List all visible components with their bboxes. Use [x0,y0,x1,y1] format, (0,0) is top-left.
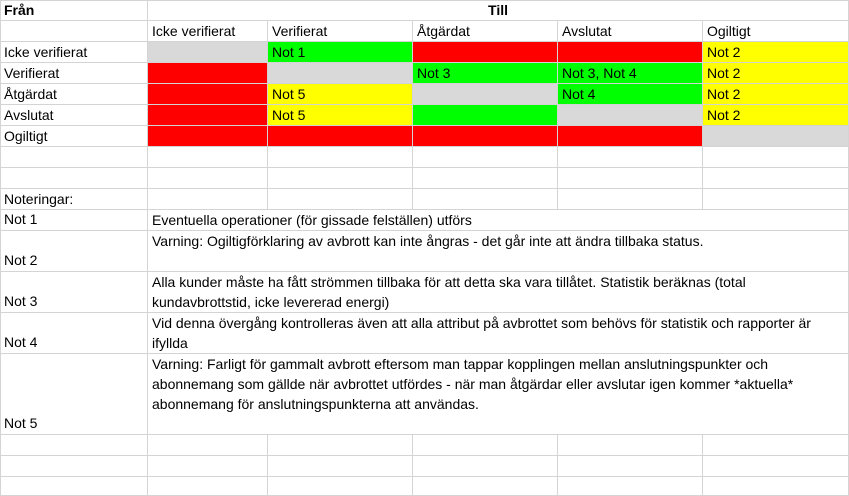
transition-cell[interactable] [558,42,703,63]
note-label[interactable]: Not 4 [0,313,148,354]
empty-cell[interactable] [413,477,558,496]
transition-cell[interactable] [148,84,268,105]
row-header[interactable]: Icke verifierat [0,42,148,63]
empty-cell[interactable] [148,147,268,168]
transition-cell[interactable] [558,105,703,126]
empty-cell[interactable] [148,456,268,477]
transition-cell[interactable] [703,126,849,147]
column-header[interactable]: Avslutat [558,21,703,42]
empty-cell[interactable] [413,435,558,456]
transition-cell[interactable] [268,63,413,84]
transition-cell[interactable]: Not 3, Not 4 [558,63,703,84]
empty-cell[interactable] [268,147,413,168]
note-label[interactable]: Not 3 [0,272,148,313]
transition-cell[interactable]: Not 3 [413,63,558,84]
empty-cell[interactable] [0,456,148,477]
empty-cell[interactable] [0,435,148,456]
empty-cell[interactable] [0,477,148,496]
grid-left-line [0,0,1,496]
column-header[interactable]: Verifierat [268,21,413,42]
transition-cell[interactable]: Not 2 [703,84,849,105]
empty-cell[interactable] [703,456,849,477]
transition-cell[interactable]: Not 5 [268,84,413,105]
transition-cell[interactable]: Not 4 [558,84,703,105]
empty-cell[interactable] [558,168,703,189]
empty-cell[interactable] [703,168,849,189]
empty-cell[interactable] [148,477,268,496]
column-header[interactable]: Icke verifierat [148,21,268,42]
empty-cell[interactable] [703,147,849,168]
empty-cell[interactable] [413,168,558,189]
note-label[interactable]: Not 1 [0,210,148,231]
empty-cell[interactable] [268,477,413,496]
row-header[interactable]: Avslutat [0,105,148,126]
empty-cell[interactable] [558,435,703,456]
header-fran[interactable]: Från [0,0,148,21]
transition-cell[interactable] [148,105,268,126]
note-text[interactable]: Varning: Farligt för gammalt avbrott eftersom man tappar kopplingen mellan anslutningspunkter och abonnemang som gällde när avbrottet utfördes - när man åtgärdar eller avslutar igen kommer *aktuella* abonnemang för anslutningspunkterna att användas. [148,354,849,435]
note-text[interactable]: Vid denna övergång kontrolleras även att alla attribut på avbrottet som behövs för statistik och rapporter är ifyllda [148,313,849,354]
transition-cell[interactable]: Not 1 [268,42,413,63]
note-label[interactable]: Not 2 [0,231,148,272]
header-till[interactable]: Till [148,0,849,21]
transition-cell[interactable] [413,84,558,105]
column-header[interactable]: Åtgärdat [413,21,558,42]
transition-cell[interactable] [148,63,268,84]
row-header[interactable]: Verifierat [0,63,148,84]
transition-cell[interactable]: Not 2 [703,105,849,126]
empty-cell[interactable] [558,477,703,496]
empty-cell[interactable] [148,189,268,210]
empty-cell[interactable] [268,435,413,456]
note-label[interactable]: Not 5 [0,354,148,435]
row-header[interactable]: Ogiltigt [0,126,148,147]
transition-cell[interactable]: Not 5 [268,105,413,126]
transition-cell[interactable] [413,105,558,126]
empty-cell[interactable] [413,456,558,477]
empty-cell[interactable] [268,456,413,477]
transition-cell[interactable] [148,42,268,63]
empty-cell[interactable] [148,435,268,456]
empty-cell[interactable] [558,189,703,210]
column-header[interactable]: Ogiltigt [703,21,849,42]
transition-cell[interactable] [268,126,413,147]
empty-cell[interactable] [0,168,148,189]
empty-cell[interactable] [558,456,703,477]
empty-cell[interactable] [0,147,148,168]
transition-cell[interactable]: Not 2 [703,42,849,63]
empty-cell[interactable] [268,189,413,210]
grid-top-line [0,0,849,1]
transition-cell[interactable] [148,126,268,147]
empty-cell[interactable] [413,147,558,168]
empty-cell[interactable] [703,477,849,496]
empty-cell[interactable] [703,435,849,456]
note-text[interactable]: Alla kunder måste ha fått strömmen tillbaka för att detta ska vara tillåtet. Statistik beräknas (total kundavbrottstid, icke levererad energi) [148,272,849,313]
empty-cell[interactable] [0,21,148,42]
row-header[interactable]: Åtgärdat [0,84,148,105]
note-text[interactable]: Eventuella operationer (för gissade felställen) utförs [148,210,849,231]
transition-cell[interactable] [558,126,703,147]
empty-cell[interactable] [558,147,703,168]
notes-heading[interactable]: Noteringar: [0,189,148,210]
empty-cell[interactable] [268,168,413,189]
transition-cell[interactable] [413,42,558,63]
empty-cell[interactable] [703,189,849,210]
empty-cell[interactable] [413,189,558,210]
transition-cell[interactable] [413,126,558,147]
transition-cell[interactable]: Not 2 [703,63,849,84]
empty-cell[interactable] [148,168,268,189]
note-text[interactable]: Varning: Ogiltigförklaring av avbrott kan inte ångras - det går inte att ändra tillbaka status. [148,231,849,272]
